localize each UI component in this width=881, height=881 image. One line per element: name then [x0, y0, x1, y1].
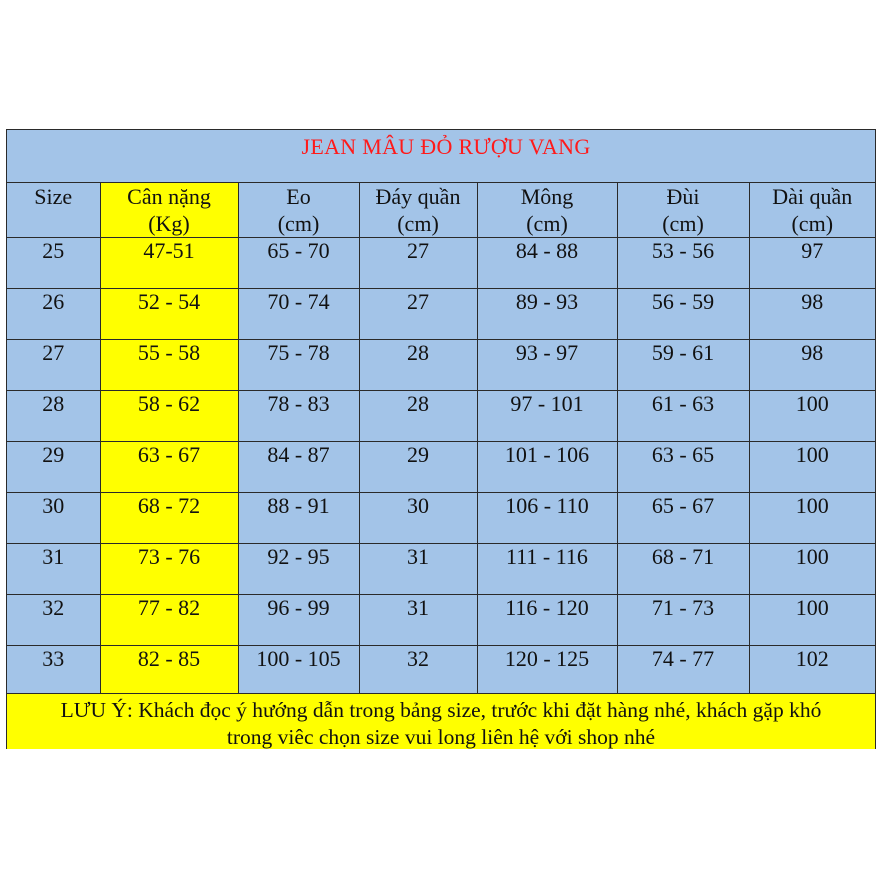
header-cell-thigh: [617, 183, 749, 238]
table-row: [7, 595, 875, 646]
cell-waist: 96 - 99: [238, 595, 359, 646]
header-unit: (cm): [526, 211, 568, 236]
cell-size: 30: [7, 493, 100, 544]
table-row: [7, 544, 875, 595]
cell-length: 100: [749, 544, 875, 595]
cell-hip: 111 - 116: [477, 544, 617, 595]
cell-thigh: 53 - 56: [617, 238, 749, 289]
cell-length: 100: [749, 442, 875, 493]
cell-waist: 88 - 91: [238, 493, 359, 544]
cell-thigh: 61 - 63: [617, 391, 749, 442]
cell-thigh: 59 - 61: [617, 340, 749, 391]
cell-size: 32: [7, 595, 100, 646]
header-label: Đùi: [666, 184, 700, 209]
header-label: Đáy quần: [375, 184, 461, 209]
cell-weight: 77 - 82: [100, 595, 238, 646]
cell-weight: 58 - 62: [100, 391, 238, 442]
cell-weight: 52 - 54: [100, 289, 238, 340]
cell-hip: 93 - 97: [477, 340, 617, 391]
cell-length: 102: [749, 646, 875, 697]
cell-thigh: 71 - 73: [617, 595, 749, 646]
header-unit: (cm): [791, 211, 834, 236]
note-line-2: trong viêc chọn size vui long liên hệ với shop nhé: [226, 725, 656, 749]
cell-length: 100: [749, 595, 875, 646]
cell-waist: 84 - 87: [238, 442, 359, 493]
note-box: [7, 693, 875, 749]
cell-length: 100: [749, 391, 875, 442]
cell-waist: 65 - 70: [238, 238, 359, 289]
cell-weight: 82 - 85: [100, 646, 238, 697]
table-row: [7, 442, 875, 493]
header-label: Mông: [520, 184, 574, 209]
cell-rise: 30: [359, 493, 477, 544]
cell-length: 97: [749, 238, 875, 289]
cell-rise: 28: [359, 340, 477, 391]
table-row: [7, 391, 875, 442]
cell-rise: 28: [359, 391, 477, 442]
cell-thigh: 68 - 71: [617, 544, 749, 595]
table-row: [7, 493, 875, 544]
cell-size: 25: [7, 238, 100, 289]
header-label: Size: [34, 184, 73, 209]
cell-length: 100: [749, 493, 875, 544]
cell-hip: 116 - 120: [477, 595, 617, 646]
cell-thigh: 65 - 67: [617, 493, 749, 544]
cell-thigh: 63 - 65: [617, 442, 749, 493]
header-unit: (cm): [397, 211, 439, 236]
cell-size: 26: [7, 289, 100, 340]
cell-rise: 31: [359, 595, 477, 646]
header-cell-waist: [238, 183, 359, 238]
header-label: Dài quần: [772, 184, 853, 209]
header-label: Cân nặng: [127, 184, 211, 209]
cell-waist: 92 - 95: [238, 544, 359, 595]
cell-size: 29: [7, 442, 100, 493]
cell-waist: 75 - 78: [238, 340, 359, 391]
cell-size: 31: [7, 544, 100, 595]
title-row: [7, 130, 875, 183]
note-line-1: LƯU Ý: Khách đọc ý hướng dẫn trong bảng size, trước khi đặt hàng nhé, khách gặp khó: [60, 698, 822, 722]
chart-title: JEAN MÂU ĐỎ RƯỢU VANG: [301, 134, 591, 159]
header-row: [7, 183, 875, 238]
cell-weight: 55 - 58: [100, 340, 238, 391]
cell-hip: 84 - 88: [477, 238, 617, 289]
header-cell-length: [749, 183, 875, 238]
table-row: [7, 289, 875, 340]
header-label: Eo: [286, 184, 311, 209]
cell-rise: 27: [359, 289, 477, 340]
header-cell-weight: [100, 183, 238, 238]
table-row: [7, 646, 875, 697]
cell-waist: 100 - 105: [238, 646, 359, 697]
cell-size: 27: [7, 340, 100, 391]
header-cell-hip: [477, 183, 617, 238]
cell-waist: 78 - 83: [238, 391, 359, 442]
cell-hip: 89 - 93: [477, 289, 617, 340]
cell-weight: 63 - 67: [100, 442, 238, 493]
cell-weight: 47-51: [100, 238, 238, 289]
cell-hip: 106 - 110: [477, 493, 617, 544]
cell-thigh: 56 - 59: [617, 289, 749, 340]
cell-hip: 120 - 125: [477, 646, 617, 697]
cell-weight: 73 - 76: [100, 544, 238, 595]
size-chart-table: [6, 129, 876, 749]
cell-thigh: 74 - 77: [617, 646, 749, 697]
header-unit: (Kg): [148, 211, 190, 236]
header-cell-rise: [359, 183, 477, 238]
cell-hip: 97 - 101: [477, 391, 617, 442]
cell-waist: 70 - 74: [238, 289, 359, 340]
cell-weight: 68 - 72: [100, 493, 238, 544]
cell-hip: 101 - 106: [477, 442, 617, 493]
header-unit: (cm): [277, 211, 320, 236]
cell-rise: 29: [359, 442, 477, 493]
table-row: [7, 238, 875, 289]
cell-size: 28: [7, 391, 100, 442]
cell-rise: 27: [359, 238, 477, 289]
table-row: [7, 340, 875, 391]
header-unit: (cm): [662, 211, 704, 236]
cell-length: 98: [749, 289, 875, 340]
cell-rise: 31: [359, 544, 477, 595]
cell-rise: 32: [359, 646, 477, 697]
header-cell-size: [7, 183, 100, 238]
size-grid: [7, 183, 875, 697]
cell-length: 98: [749, 340, 875, 391]
cell-size: 33: [7, 646, 100, 697]
